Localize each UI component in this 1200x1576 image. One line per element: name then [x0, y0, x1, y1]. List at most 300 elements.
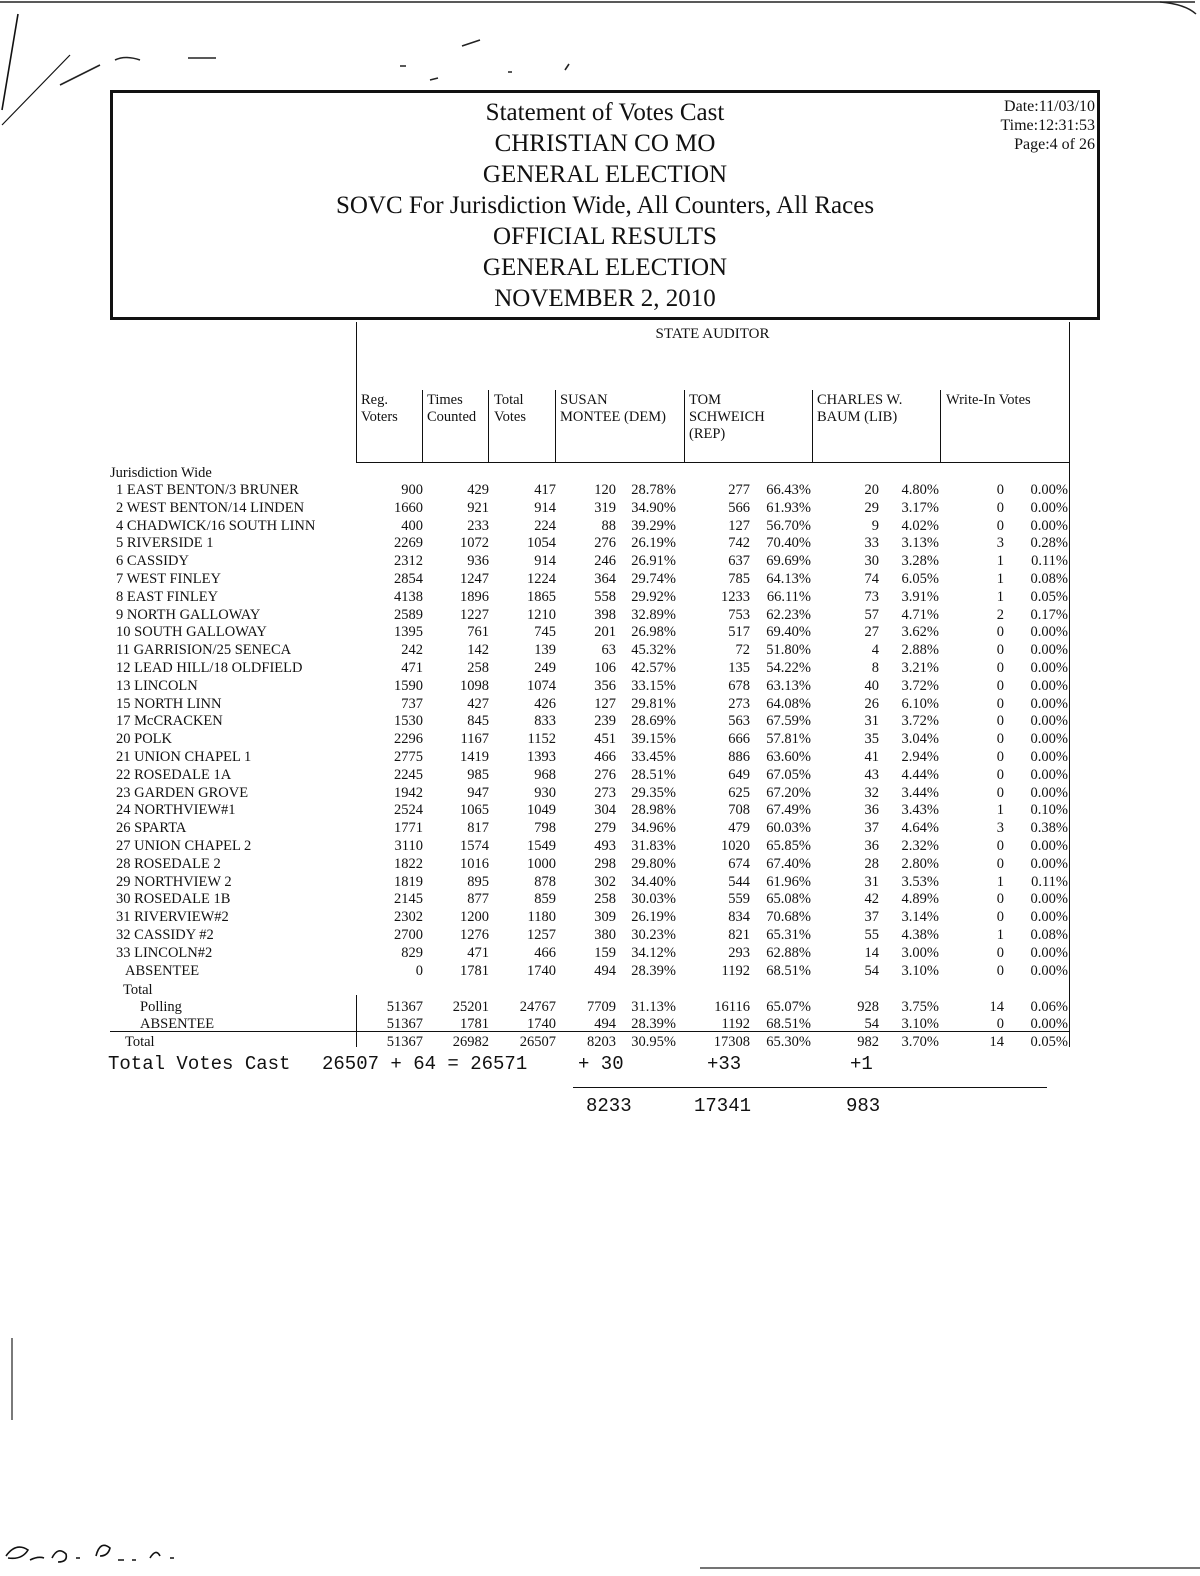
cell-c4v: 0	[996, 624, 1004, 640]
add-schweich: +33	[707, 1053, 742, 1075]
cell-total: 1549	[527, 838, 556, 854]
cell-c3p: 3.00%	[901, 945, 939, 961]
cell-c4p: 0.00%	[1030, 963, 1068, 979]
cell-total: 1740	[527, 963, 556, 979]
cell-c3v: 30	[864, 553, 879, 569]
col-total-votes: Total Votes	[494, 392, 526, 425]
cell-c1p: 26.19%	[631, 909, 676, 925]
table-row	[0, 713, 1200, 730]
cell-c1p: 26.98%	[631, 624, 676, 640]
cell-total: 1224	[527, 571, 556, 587]
cell-c3v: 41	[864, 749, 879, 765]
cell-c1v: 127	[594, 696, 616, 712]
cell-c1p: 39.15%	[631, 731, 676, 747]
scan-mark-left	[2, 1330, 22, 1430]
cell-c1v: 466	[594, 749, 616, 765]
cell-c2v: 277	[728, 482, 750, 498]
cell-c1v: 159	[594, 945, 616, 961]
cell-c2p: 54.22%	[766, 660, 811, 676]
cell-c2v: 17308	[713, 1034, 750, 1050]
cell-c4p: 0.00%	[1030, 785, 1068, 801]
cell-reg: 1771	[394, 820, 423, 836]
cell-c3p: 3.44%	[901, 785, 939, 801]
cell-times: 817	[467, 820, 489, 836]
cell-c1p: 29.81%	[631, 696, 676, 712]
cell-c4p: 0.10%	[1030, 802, 1068, 818]
cell-c4v: 0	[996, 660, 1004, 676]
precinct-name: 13 LINCOLN	[116, 678, 198, 694]
cell-reg: 829	[401, 945, 423, 961]
cell-c4v: 0	[996, 1016, 1004, 1032]
result-montee: 8233	[586, 1095, 632, 1117]
cell-c1p: 45.32%	[631, 642, 676, 658]
cell-c1v: 356	[594, 678, 616, 694]
cell-c3v: 42	[864, 891, 879, 907]
cell-c4p: 0.00%	[1030, 642, 1068, 658]
cell-c4v: 14	[989, 999, 1004, 1015]
cell-c3p: 2.32%	[901, 838, 939, 854]
cell-c4v: 2	[996, 607, 1004, 623]
results-status: OFFICIAL RESULTS	[493, 223, 717, 250]
table-row	[0, 963, 1200, 980]
cell-c4v: 14	[989, 1034, 1004, 1050]
cell-c1v: 273	[594, 785, 616, 801]
cell-c4p: 0.11%	[1031, 874, 1068, 890]
cell-c4v: 3	[996, 535, 1004, 551]
cell-c1v: 398	[594, 607, 616, 623]
cell-c2v: 293	[728, 945, 750, 961]
cell-c3p: 4.80%	[901, 482, 939, 498]
divider	[684, 390, 685, 462]
cell-c1v: 494	[594, 963, 616, 979]
divider	[812, 390, 813, 462]
precinct-name: 20 POLK	[116, 731, 172, 747]
table-row	[0, 624, 1200, 641]
sum-rule	[573, 1087, 1047, 1088]
cell-c3p: 4.38%	[901, 927, 939, 943]
cell-c4p: 0.05%	[1030, 1034, 1068, 1050]
cell-c4v: 0	[996, 678, 1004, 694]
cell-c3p: 4.89%	[901, 891, 939, 907]
cell-times: 429	[467, 482, 489, 498]
cell-c2p: 66.43%	[766, 482, 811, 498]
cell-c1p: 26.19%	[631, 535, 676, 551]
cell-times: 1200	[460, 909, 489, 925]
cell-c3v: 8	[871, 660, 879, 676]
cell-c4v: 1	[996, 874, 1004, 890]
cell-times: 1167	[460, 731, 489, 747]
cell-c4p: 0.00%	[1030, 767, 1068, 783]
cell-total: 224	[534, 518, 556, 534]
cell-c2p: 56.70%	[766, 518, 811, 534]
cell-c3v: 33	[864, 535, 879, 551]
cell-c1p: 34.90%	[631, 500, 676, 516]
cell-c3v: 40	[864, 678, 879, 694]
add-baum: +1	[850, 1053, 873, 1075]
result-schweich: 17341	[694, 1095, 752, 1117]
cell-reg: 1395	[394, 624, 423, 640]
cell-c4p: 0.00%	[1030, 678, 1068, 694]
cell-times: 142	[467, 642, 489, 658]
election-name: GENERAL ELECTION	[482, 161, 728, 188]
cell-c4p: 0.00%	[1030, 731, 1068, 747]
cell-c1v: 380	[594, 927, 616, 943]
cell-c4p: 0.00%	[1030, 482, 1068, 498]
cell-c4p: 0.00%	[1030, 1016, 1068, 1032]
cell-c1p: 32.89%	[631, 607, 676, 623]
cell-c3p: 3.28%	[901, 553, 939, 569]
table-row	[0, 856, 1200, 873]
cell-total: 914	[534, 500, 556, 516]
totals-rule	[110, 1031, 1070, 1032]
table-row	[0, 500, 1200, 517]
cell-c4p: 0.11%	[1031, 553, 1068, 569]
precinct-name: 21 UNION CHAPEL 1	[116, 749, 252, 765]
cell-reg: 51367	[386, 1034, 423, 1050]
cell-c4v: 1	[996, 553, 1004, 569]
cell-c3p: 3.10%	[901, 963, 939, 979]
cell-c1v: 120	[594, 482, 616, 498]
cell-c2v: 566	[728, 500, 750, 516]
cell-c2p: 67.05%	[766, 767, 811, 783]
cell-times: 25201	[452, 999, 489, 1015]
cell-c3p: 4.71%	[901, 607, 939, 623]
cell-c2p: 61.96%	[766, 874, 811, 890]
cell-c1v: 319	[594, 500, 616, 516]
cell-times: 895	[467, 874, 489, 890]
precinct-name: 2 WEST BENTON/14 LINDEN	[116, 500, 305, 516]
cell-c4p: 0.00%	[1030, 660, 1068, 676]
cell-c3p: 6.10%	[901, 696, 939, 712]
table-row	[0, 785, 1200, 802]
cell-total: 139	[534, 642, 556, 658]
precinct-name: ABSENTEE	[125, 963, 200, 979]
cell-c4p: 0.00%	[1030, 713, 1068, 729]
cell-times: 1065	[460, 802, 489, 818]
cell-times: 1247	[460, 571, 489, 587]
cell-c4p: 0.00%	[1030, 518, 1068, 534]
precinct-name: 22 ROSEDALE 1A	[116, 767, 232, 783]
cell-c2v: 625	[728, 785, 750, 801]
table-row	[0, 731, 1200, 748]
cell-c2v: 479	[728, 820, 750, 836]
cell-reg: 2302	[394, 909, 423, 925]
cell-c1v: 558	[594, 589, 616, 605]
cell-times: 1276	[460, 927, 489, 943]
cell-total: 417	[534, 482, 556, 498]
cell-c2p: 67.40%	[766, 856, 811, 872]
cell-c4v: 3	[996, 820, 1004, 836]
cell-c2v: 1020	[721, 838, 750, 854]
cell-c3p: 4.64%	[901, 820, 939, 836]
cell-c2p: 64.08%	[766, 696, 811, 712]
totals-row	[0, 999, 1200, 1016]
cell-reg: 2854	[394, 571, 423, 587]
cell-c1v: 276	[594, 535, 616, 551]
table-row	[0, 660, 1200, 677]
cell-c4v: 1	[996, 802, 1004, 818]
report-time: Time:12:31:53	[1000, 117, 1095, 134]
cell-c4p: 0.38%	[1030, 820, 1068, 836]
cell-reg: 51367	[386, 1016, 423, 1032]
cell-c1v: 451	[594, 731, 616, 747]
cell-c4v: 0	[996, 909, 1004, 925]
cell-c4v: 0	[996, 963, 1004, 979]
table-row	[0, 945, 1200, 962]
cell-c4p: 0.00%	[1030, 838, 1068, 854]
col-times-counted: Times Counted	[427, 392, 477, 425]
cell-total: 833	[534, 713, 556, 729]
precinct-name: 23 GARDEN GROVE	[116, 785, 249, 801]
table-row	[0, 482, 1200, 499]
report-title: Statement of Votes Cast	[485, 99, 725, 126]
table-row	[0, 909, 1200, 926]
cell-c2v: 127	[728, 518, 750, 534]
cell-times: 1574	[460, 838, 489, 854]
cell-reg: 2245	[394, 767, 423, 783]
divider	[940, 390, 941, 462]
cell-c3p: 3.72%	[901, 678, 939, 694]
cell-c1v: 279	[594, 820, 616, 836]
cell-c1v: 246	[594, 553, 616, 569]
cell-c3v: 35	[864, 731, 879, 747]
total-votes-cast-sum: 26507 + 64 = 26571	[322, 1053, 528, 1075]
cell-c2p: 63.13%	[766, 678, 811, 694]
cell-c3v: 28	[864, 856, 879, 872]
table-row	[0, 838, 1200, 855]
precinct-name: 29 NORTHVIEW 2	[116, 874, 232, 890]
cell-c4p: 0.00%	[1030, 891, 1068, 907]
cell-c1v: 309	[594, 909, 616, 925]
cell-total: 1210	[527, 607, 556, 623]
precinct-name: 6 CASSIDY	[116, 553, 189, 569]
cell-c3v: 43	[864, 767, 879, 783]
table-row	[0, 589, 1200, 606]
table-row	[0, 571, 1200, 588]
cell-c3v: 26	[864, 696, 879, 712]
cell-reg: 400	[401, 518, 423, 534]
cell-c2p: 67.49%	[766, 802, 811, 818]
precinct-name: 5 RIVERSIDE 1	[116, 535, 214, 551]
cell-times: 427	[467, 696, 489, 712]
cell-c3v: 73	[864, 589, 879, 605]
cell-c3v: 36	[864, 838, 879, 854]
table-row	[0, 749, 1200, 766]
table-row	[0, 891, 1200, 908]
cell-c2p: 64.13%	[766, 571, 811, 587]
report-header	[110, 90, 1100, 320]
cell-c3v: 55	[864, 927, 879, 943]
cell-c2p: 70.40%	[766, 535, 811, 551]
cell-c1p: 26.91%	[631, 553, 676, 569]
cell-c3p: 3.14%	[901, 909, 939, 925]
cell-c2p: 62.23%	[766, 607, 811, 623]
cell-c4p: 0.17%	[1030, 607, 1068, 623]
cell-c1p: 29.92%	[631, 589, 676, 605]
cell-c4p: 0.00%	[1030, 749, 1068, 765]
cell-c2p: 68.51%	[766, 963, 811, 979]
divider	[555, 390, 556, 462]
cell-c3v: 982	[857, 1034, 879, 1050]
precinct-name: 31 RIVERVIEW#2	[116, 909, 229, 925]
cell-total: 1054	[527, 535, 556, 551]
cell-c4v: 0	[996, 767, 1004, 783]
cell-c3v: 37	[864, 820, 879, 836]
cell-c1p: 33.45%	[631, 749, 676, 765]
cell-c4v: 0	[996, 500, 1004, 516]
cell-reg: 1822	[394, 856, 423, 872]
report-date: Date:11/03/10	[1004, 98, 1095, 115]
county-name: CHRISTIAN CO MO	[494, 130, 716, 157]
cell-c3v: 14	[864, 945, 879, 961]
cell-total: 1074	[527, 678, 556, 694]
cell-c3p: 2.88%	[901, 642, 939, 658]
cell-c1v: 276	[594, 767, 616, 783]
cell-c2p: 61.93%	[766, 500, 811, 516]
cell-c3v: 928	[857, 999, 879, 1015]
cell-total: 1865	[527, 589, 556, 605]
cell-c2v: 273	[728, 696, 750, 712]
precinct-name: 1 EAST BENTON/3 BRUNER	[116, 482, 299, 498]
cell-reg: 2312	[394, 553, 423, 569]
cell-c1v: 304	[594, 802, 616, 818]
cell-c4p: 0.08%	[1030, 571, 1068, 587]
cell-times: 761	[467, 624, 489, 640]
report-scope: SOVC For Jurisdiction Wide, All Counters, All Races	[335, 192, 875, 219]
cell-c1p: 29.80%	[631, 856, 676, 872]
divider	[356, 322, 357, 462]
cell-c2p: 62.88%	[766, 945, 811, 961]
col-reg-voters: Reg. Voters	[361, 392, 398, 425]
cell-c2v: 649	[728, 767, 750, 783]
cell-c3p: 3.43%	[901, 802, 939, 818]
cell-c3v: 29	[864, 500, 879, 516]
cell-c2v: 544	[728, 874, 750, 890]
cell-total: 1393	[527, 749, 556, 765]
cell-times: 936	[467, 553, 489, 569]
table-row	[0, 518, 1200, 535]
cell-times: 985	[467, 767, 489, 783]
cell-c3p: 4.44%	[901, 767, 939, 783]
cell-reg: 1660	[394, 500, 423, 516]
cell-times: 1781	[460, 1016, 489, 1032]
precinct-name: Total	[125, 1034, 155, 1050]
cell-times: 26982	[452, 1034, 489, 1050]
cell-c2v: 886	[728, 749, 750, 765]
cell-c2v: 1192	[721, 963, 750, 979]
col-candidate-montee: SUSAN MONTEE (DEM)	[560, 392, 666, 425]
cell-c2p: 65.85%	[766, 838, 811, 854]
cell-c3v: 4	[871, 642, 879, 658]
cell-c1p: 28.69%	[631, 713, 676, 729]
cell-c2v: 72	[735, 642, 750, 658]
table-row	[0, 607, 1200, 624]
cell-c4p: 0.28%	[1030, 535, 1068, 551]
cell-c4v: 0	[996, 838, 1004, 854]
cell-c1v: 364	[594, 571, 616, 587]
table-row	[0, 535, 1200, 552]
cell-total: 26507	[519, 1034, 556, 1050]
cell-c1v: 494	[594, 1016, 616, 1032]
cell-c2v: 708	[728, 802, 750, 818]
cell-c3p: 3.70%	[901, 1034, 939, 1050]
cell-c4v: 1	[996, 589, 1004, 605]
precinct-name: 9 NORTH GALLOWAY	[116, 607, 261, 623]
cell-c3v: 36	[864, 802, 879, 818]
cell-reg: 2145	[394, 891, 423, 907]
table-row	[0, 553, 1200, 570]
report-meta	[1000, 97, 1095, 154]
table-row	[0, 820, 1200, 837]
cell-c1p: 39.29%	[631, 518, 676, 534]
cell-c3v: 74	[864, 571, 879, 587]
cell-c3p: 6.05%	[901, 571, 939, 587]
cell-c3v: 57	[864, 607, 879, 623]
cell-times: 921	[467, 500, 489, 516]
cell-c1p: 34.12%	[631, 945, 676, 961]
cell-total: 466	[534, 945, 556, 961]
cell-c1v: 302	[594, 874, 616, 890]
cell-c1p: 31.13%	[631, 999, 676, 1015]
cell-c2v: 559	[728, 891, 750, 907]
cell-reg: 471	[401, 660, 423, 676]
cell-c3v: 32	[864, 785, 879, 801]
cell-c4v: 0	[996, 891, 1004, 907]
cell-c4v: 0	[996, 785, 1004, 801]
cell-times: 471	[467, 945, 489, 961]
table-row	[0, 927, 1200, 944]
cell-c1p: 30.95%	[631, 1034, 676, 1050]
cell-c2p: 67.59%	[766, 713, 811, 729]
race-title: STATE AUDITOR	[655, 326, 770, 342]
cell-c1p: 30.23%	[631, 927, 676, 943]
cell-c2p: 57.81%	[766, 731, 811, 747]
cell-c1p: 28.51%	[631, 767, 676, 783]
precinct-name: 28 ROSEDALE 2	[116, 856, 221, 872]
precinct-name: 12 LEAD HILL/18 OLDFIELD	[116, 660, 303, 676]
cell-c2p: 69.40%	[766, 624, 811, 640]
cell-times: 845	[467, 713, 489, 729]
cell-c1p: 31.83%	[631, 838, 676, 854]
cell-c1p: 42.57%	[631, 660, 676, 676]
cell-times: 1419	[460, 749, 489, 765]
precinct-name: 7 WEST FINLEY	[116, 571, 221, 587]
cell-c4p: 0.00%	[1030, 696, 1068, 712]
cell-c4p: 0.06%	[1030, 999, 1068, 1015]
cell-c4v: 1	[996, 571, 1004, 587]
cell-reg: 242	[401, 642, 423, 658]
cell-reg: 2700	[394, 927, 423, 943]
cell-c1v: 201	[594, 624, 616, 640]
cell-c2v: 1233	[721, 589, 750, 605]
precinct-name: 32 CASSIDY #2	[116, 927, 214, 943]
cell-total: 859	[534, 891, 556, 907]
add-montee: + 30	[578, 1053, 624, 1075]
cell-reg: 1819	[394, 874, 423, 890]
cell-c2v: 563	[728, 713, 750, 729]
cell-c4v: 0	[996, 856, 1004, 872]
cell-c1v: 258	[594, 891, 616, 907]
cell-reg: 1590	[394, 678, 423, 694]
cell-c3p: 3.04%	[901, 731, 939, 747]
cell-total: 878	[534, 874, 556, 890]
cell-reg: 2775	[394, 749, 423, 765]
cell-c1p: 34.40%	[631, 874, 676, 890]
cell-c4v: 0	[996, 518, 1004, 534]
header-rule	[356, 462, 1070, 463]
cell-c2p: 66.11%	[766, 589, 811, 605]
cell-times: 877	[467, 891, 489, 907]
